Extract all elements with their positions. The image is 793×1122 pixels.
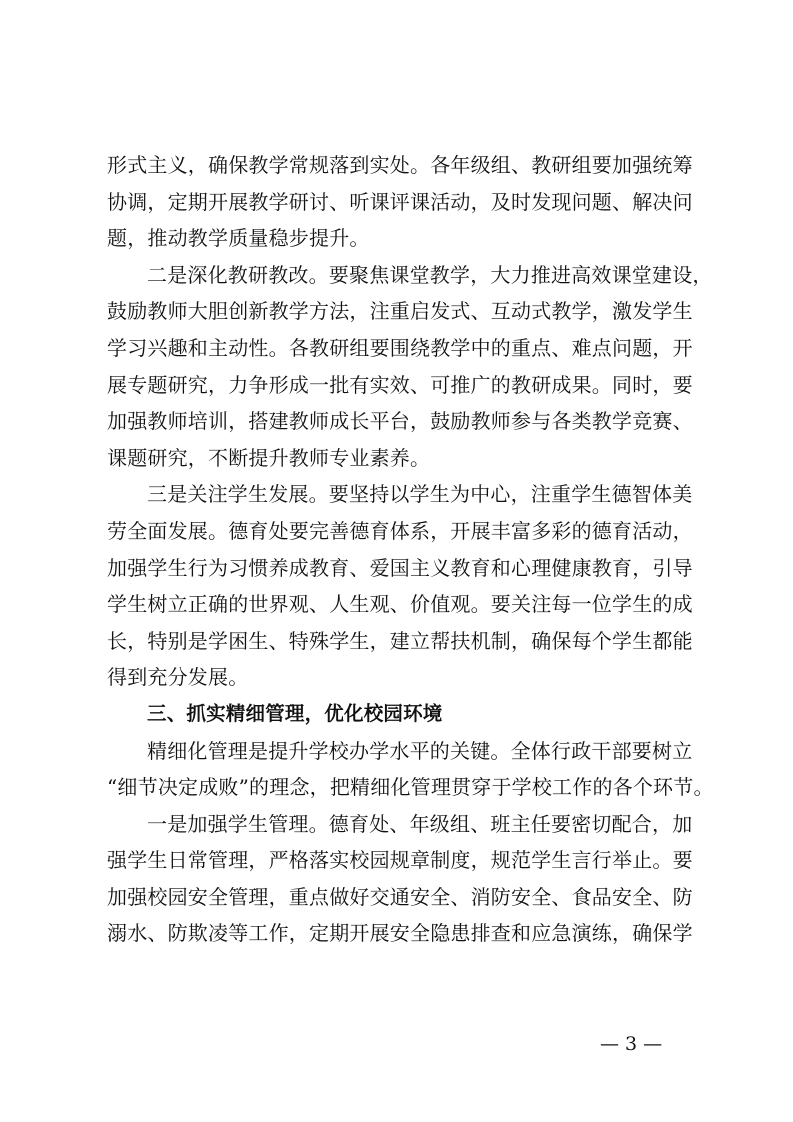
paragraph-start-line: 精细化管理是提升学校办学水平的关键。全体行政干部要树立 [147, 738, 693, 763]
body-line: 形式主义，确保教学常规落到实处。各年级组、教研组要加强统筹 [107, 153, 693, 177]
paragraph-start-line: 一是加强学生管理。德育处、年级组、班主任要密切配合，加 [147, 811, 693, 836]
body-line: 学生树立正确的世界观、人生观、价值观。要关注每一位学生的成 [107, 592, 693, 617]
body-line: 长，特别是学困生、特殊学生，建立帮扶机制，确保每个学生都能 [107, 628, 693, 653]
body-line: 溺水、防欺凌等工作，定期开展安全隐患排查和应急演练，确保学 [107, 921, 693, 946]
body-line: 加强校园安全管理，重点做好交通安全、消防安全、食品安全、防 [107, 884, 693, 909]
body-line: “细节决定成败”的理念，把精细化管理贯穿于学校工作的各个环节。 [107, 775, 714, 800]
body-line: 强学生日常管理，严格落实校园规章制度，规范学生言行举止。要 [107, 848, 693, 873]
body-line: 得到充分发展。 [107, 665, 249, 690]
body-line: 协调，定期开展教学研讨、听课评课活动，及时发现问题、解决问 [107, 189, 693, 214]
body-line: 展专题研究，力争形成一批有实效、可推广的教研成果。同时，要 [107, 372, 693, 397]
document-body [107, 147, 714, 952]
paragraph-start-line: 三是关注学生发展。要坚持以学生为中心，注重学生德智体美 [147, 482, 693, 507]
paragraph-start-line: 二是深化教研教改。要聚焦课堂教学，大力推进高效课堂建设， [147, 262, 713, 287]
body-line: 劳全面发展。德育处要完善德育体系，开展丰富多彩的德育活动， [107, 518, 693, 543]
body-line: 加强教师培训，搭建教师成长平台，鼓励教师参与各类教学竞赛、 [107, 409, 693, 434]
page-number: — 3 — [600, 1033, 663, 1055]
body-line: 学习兴趣和主动性。各教研组要围绕教学中的重点、难点问题，开 [107, 335, 693, 360]
section-heading: 三、抓实精细管理，优化校园环境 [147, 701, 443, 725]
body-line: 加强学生行为习惯养成教育、爱国主义教育和心理健康教育，引导 [107, 555, 693, 580]
body-line: 课题研究，不断提升教师专业素养。 [107, 445, 431, 470]
body-line: 鼓励教师大胆创新教学方法，注重启发式、互动式教学，激发学生 [107, 299, 693, 324]
body-line: 题，推动教学质量稳步提升。 [107, 226, 370, 251]
